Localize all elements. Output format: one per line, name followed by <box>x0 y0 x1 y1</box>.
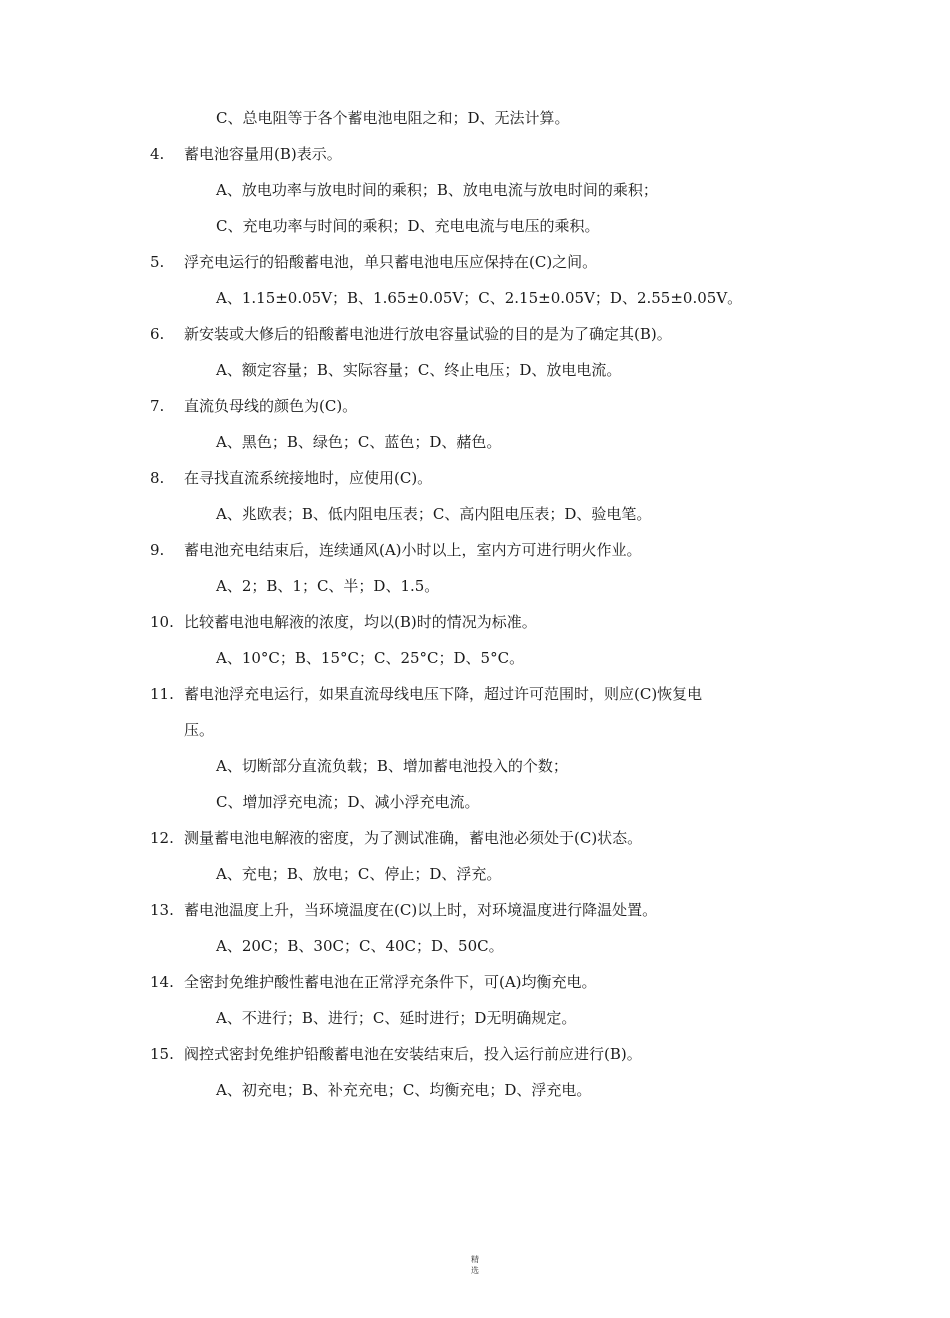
footer-char-2: 选 <box>471 1266 479 1275</box>
footer-char-1: 精 <box>471 1255 479 1264</box>
options-line: A、2；B、1；C、半；D、1.5。 <box>216 577 440 595</box>
question-line <box>0 820 950 856</box>
options-line: C、充电功率与时间的乘积；D、充电电流与电压的乘积。 <box>216 217 600 235</box>
options-line: A、黑色；B、绿色；C、蓝色；D、赭色。 <box>216 433 502 451</box>
page-footer <box>0 1254 950 1276</box>
question-text: 全密封免维护酸性蓄电池在正常浮充条件下，可(A)均衡充电。 <box>184 973 597 991</box>
question-text: 测量蓄电池电解液的密度，为了测试准确，蓄电池必须处于(C)状态。 <box>184 829 643 847</box>
question-number: 8. <box>150 469 165 487</box>
question-line <box>0 136 950 172</box>
question-number: 7. <box>150 397 165 415</box>
question-number: 10. <box>150 613 174 631</box>
question-line <box>0 244 950 280</box>
question-text: 直流负母线的颜色为(C)。 <box>184 397 358 415</box>
options-line: A、兆欧表；B、低内阻电压表；C、高内阻电压表；D、验电笔。 <box>216 505 652 523</box>
question-list <box>0 100 950 1108</box>
question-number: 4. <box>150 145 165 163</box>
question-line <box>0 316 950 352</box>
question-continuation: 压。 <box>184 721 215 739</box>
question-number: 15. <box>150 1045 174 1063</box>
question-line <box>0 604 950 640</box>
question-text: 蓄电池浮充电运行，如果直流母线电压下降，超过许可范围时，则应(C)恢复电 <box>184 685 703 703</box>
question-number: 6. <box>150 325 165 343</box>
question-text: 浮充电运行的铅酸蓄电池，单只蓄电池电压应保持在(C)之间。 <box>184 253 598 271</box>
options-line: A、1.15±0.05V；B、1.65±0.05V；C、2.15±0.05V；D、2.55±0.05V。 <box>216 289 743 307</box>
options-line: A、额定容量；B、实际容量；C、终止电压；D、放电电流。 <box>216 361 622 379</box>
question-text: 蓄电池充电结束后，连续通风(A)小时以上，室内方可进行明火作业。 <box>184 541 642 559</box>
options-line: A、切断部分直流负载；B、增加蓄电池投入的个数； <box>216 757 568 775</box>
question-line <box>0 676 950 712</box>
question-number: 12. <box>150 829 174 847</box>
question-number: 11. <box>150 685 174 703</box>
question-line <box>0 1036 950 1072</box>
question-line <box>0 532 950 568</box>
question-text: 蓄电池温度上升，当环境温度在(C)以上时，对环境温度进行降温处置。 <box>184 901 658 919</box>
options-line: A、20C；B、30C；C、40C；D、50C。 <box>216 937 504 955</box>
question-number: 14. <box>150 973 174 991</box>
question-text: 新安装或大修后的铅酸蓄电池进行放电容量试验的目的是为了确定其(B)。 <box>184 325 672 343</box>
question-line <box>0 892 950 928</box>
question-text: 阀控式密封免维护铅酸蓄电池在安装结束后，投入运行前应进行(B)。 <box>184 1045 642 1063</box>
question-line <box>0 460 950 496</box>
question-number: 9. <box>150 541 165 559</box>
options-line: A、充电；B、放电；C、停止；D、浮充。 <box>216 865 502 883</box>
options-line: A、10°C；B、15°C；C、25°C；D、5°C。 <box>216 649 525 667</box>
question-line <box>0 964 950 1000</box>
question-line <box>0 388 950 424</box>
options-line: C、增加浮充电流；D、减小浮充电流。 <box>216 793 480 811</box>
question-number: 5. <box>150 253 165 271</box>
question-text: 比较蓄电池电解液的浓度，均以(B)时的情况为标准。 <box>184 613 537 631</box>
question-number: 13. <box>150 901 174 919</box>
options-line: A、放电功率与放电时间的乘积；B、放电电流与放电时间的乘积； <box>216 181 658 199</box>
question-text: 在寻找直流系统接地时，应使用(C)。 <box>184 469 433 487</box>
options-line: A、不进行；B、进行；C、延时进行；D无明确规定。 <box>216 1009 577 1027</box>
options-line: C、总电阻等于各个蓄电池电阻之和；D、无法计算。 <box>216 109 570 127</box>
question-text: 蓄电池容量用(B)表示。 <box>184 145 342 163</box>
options-line: A、初充电；B、补充充电；C、均衡充电；D、浮充电。 <box>216 1081 592 1099</box>
